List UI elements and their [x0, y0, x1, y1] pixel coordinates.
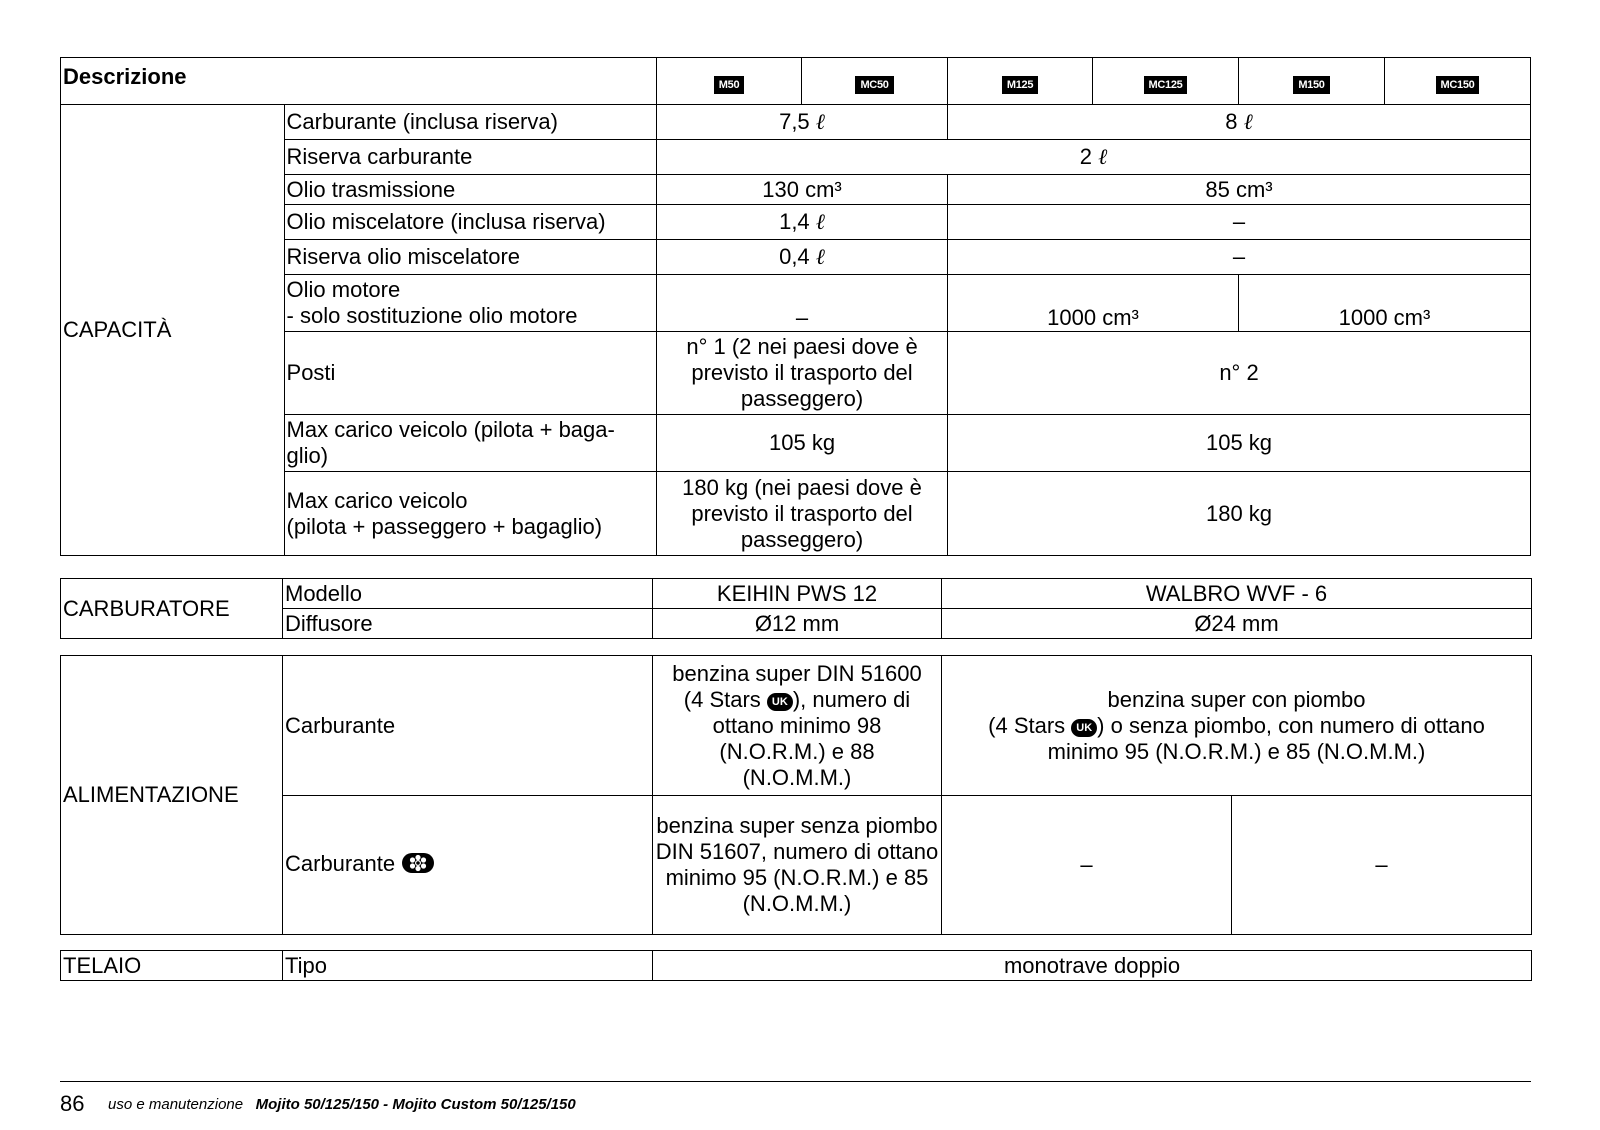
- value-olio-motore-125: 1000 cm³: [948, 275, 1239, 332]
- model-badge-m150: M150: [1293, 76, 1329, 94]
- model-badge-m125: M125: [1002, 76, 1038, 94]
- value-max-carico-passeggero-50: 180 kg (nei paesi dove è previsto il trasporto del passeggero): [657, 472, 948, 556]
- value-diffusore-125-150: Ø24 mm: [942, 609, 1532, 639]
- label-posti: Posti: [284, 332, 657, 415]
- label-olio-miscelatore: Olio miscelatore (inclusa riserva): [284, 205, 657, 240]
- uk-badge-icon: UK: [767, 693, 793, 711]
- liter-icon: ℓ: [815, 244, 825, 270]
- value-olio-trasm-50: 130 cm³: [657, 175, 948, 205]
- header-descrizione: Descrizione: [61, 58, 657, 105]
- value-max-carico-passeggero-125-150: 180 kg: [948, 472, 1531, 556]
- label-riserva-carburante: Riserva carburante: [284, 140, 657, 175]
- liter-icon: ℓ: [815, 109, 825, 135]
- value-olio-misc-125-150: –: [948, 205, 1531, 240]
- label-carburante-riserva: Carburante (inclusa riserva): [284, 105, 657, 140]
- value-riserva-carburante: 2 ℓ: [657, 140, 1531, 175]
- value-olio-misc-50: 1,4 ℓ: [657, 205, 948, 240]
- liter-icon: ℓ: [1098, 144, 1108, 170]
- label-max-carico-pilota: Max carico veicolo (pilota + baga-glio): [284, 415, 657, 472]
- value-carburante-50: 7,5 ℓ: [657, 105, 948, 140]
- model-badge-mc150: MC150: [1436, 76, 1480, 94]
- value-diffusore-50: Ø12 mm: [653, 609, 942, 639]
- label-olio-motore: Olio motore - solo sostituzione olio motore: [284, 275, 657, 332]
- label-carburante: Carburante: [283, 656, 653, 796]
- label-modello: Modello: [283, 579, 653, 609]
- footer-rule: [60, 1081, 1531, 1082]
- footer-text: uso e manutenzione Mojito 50/125/150 - Mojito Custom 50/125/150: [108, 1096, 576, 1113]
- value-max-carico-pilota-50: 105 kg: [657, 415, 948, 472]
- label-diffusore: Diffusore: [283, 609, 653, 639]
- uk-badge-icon: UK: [1071, 719, 1097, 737]
- value-posti-125-150: n° 2: [948, 332, 1531, 415]
- group-telaio: TELAIO: [61, 951, 283, 981]
- carburatore-table: [60, 578, 1532, 639]
- value-tipo: monotrave doppio: [653, 951, 1532, 981]
- value-carburante-flower-50: benzina super senza piombo DIN 51607, numero di ottano minimo 95 (N.O.R.M.) e 85 (N.O.M.M.): [653, 796, 942, 935]
- value-riserva-olio-50: 0,4 ℓ: [657, 240, 948, 275]
- liter-icon: ℓ: [1243, 109, 1253, 135]
- group-alimentazione: ALIMENTAZIONE: [61, 656, 283, 935]
- value-carburante-flower-125: –: [942, 796, 1232, 935]
- capacita-table: [60, 57, 1531, 556]
- label-olio-trasmissione: Olio trasmissione: [284, 175, 657, 205]
- group-carburatore: CARBURATORE: [61, 579, 283, 639]
- value-olio-trasm-125-150: 85 cm³: [948, 175, 1531, 205]
- label-riserva-olio: Riserva olio miscelatore: [284, 240, 657, 275]
- label-carburante-flower: Carburante: [283, 796, 653, 935]
- liter-icon: ℓ: [815, 209, 825, 235]
- value-modello-50: KEIHIN PWS 12: [653, 579, 942, 609]
- value-modello-125-150: WALBRO WVF - 6: [942, 579, 1532, 609]
- footer-title: Mojito 50/125/150 - Mojito Custom 50/125/150: [255, 1096, 576, 1113]
- value-posti-50: n° 1 (2 nei paesi dove è previsto il trasporto del passeggero): [657, 332, 948, 415]
- model-badge-m50: M50: [714, 76, 745, 94]
- value-carburante-125-150: benzina super con piombo (4 Stars UK ) o senza piombo, con numero di ottano minimo 95 (N.O.R.M.) e 85 (N.O.M.M.): [942, 656, 1532, 796]
- value-carburante-125-150: 8 ℓ: [948, 105, 1531, 140]
- page-number: 86: [60, 1091, 85, 1116]
- label-max-carico-passeggero: Max carico veicolo (pilota + passeggero + bagaglio): [284, 472, 657, 556]
- group-capacita: CAPACITÀ: [61, 105, 285, 556]
- flower-icon: [401, 852, 435, 880]
- value-carburante-50: benzina super DIN 51600 (4 Stars UK ), numero di ottano minimo 98 (N.O.R.M.) e 88 (N.O.M.M.): [653, 656, 942, 796]
- telaio-table: [60, 950, 1532, 981]
- value-max-carico-pilota-125-150: 105 kg: [948, 415, 1531, 472]
- value-olio-motore-150: 1000 cm³: [1238, 275, 1530, 332]
- value-carburante-flower-150: –: [1232, 796, 1532, 935]
- model-badge-mc125: MC125: [1144, 76, 1188, 94]
- value-riserva-olio-125-150: –: [948, 240, 1531, 275]
- model-badge-mc50: MC50: [855, 76, 893, 94]
- alimentazione-table: [60, 655, 1532, 935]
- label-tipo: Tipo: [283, 951, 653, 981]
- value-olio-motore-50: –: [657, 275, 948, 332]
